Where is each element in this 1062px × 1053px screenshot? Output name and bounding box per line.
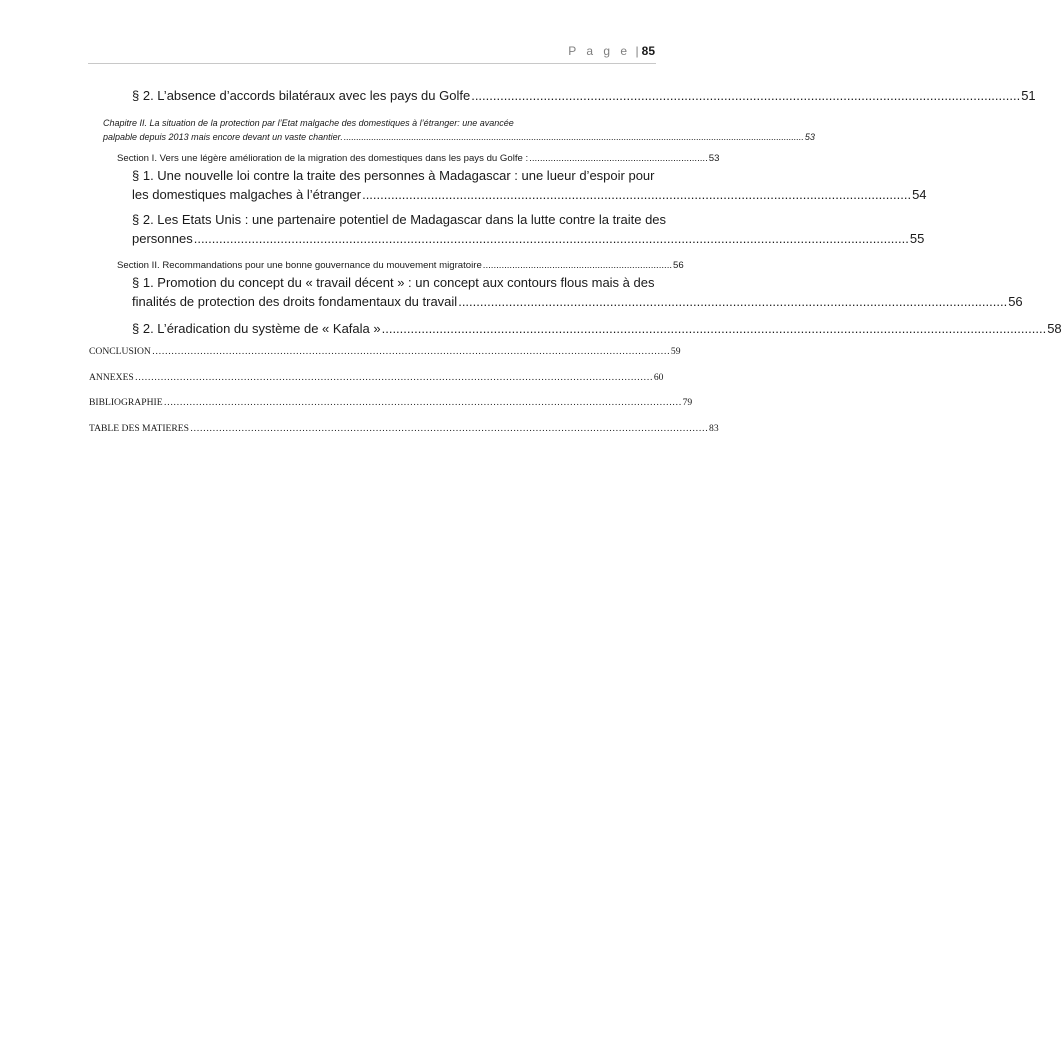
toc-entry-title-line2: les domestiques malgaches à l’étranger — [132, 187, 362, 202]
page-label: P a g e — [568, 44, 631, 58]
dot-leader: ....................................................................... — [482, 260, 673, 271]
toc-entry-title: § 2. L’éradication du système de « Kafala » — [132, 321, 381, 336]
toc-entry-travail-decent[interactable] — [132, 275, 1023, 309]
toc-entry-title-line1: Chapitre II. La situation de la protection par l’Etat malgache des domestiques à l’étranger: une avancée — [103, 118, 514, 128]
dot-leader: ........................................................................................................................................................ — [458, 294, 1008, 309]
dot-leader: ...................................................................................................................................................................................................... — [193, 231, 909, 246]
toc-entry-bibliographie[interactable] — [89, 397, 693, 408]
header-rule — [88, 63, 656, 64]
toc-entry-title: § 2. L’absence d’accords bilatéraux avec les pays du Golfe — [132, 88, 471, 103]
toc-entry-title-line2: personnes — [132, 231, 193, 246]
dot-leader: ........................................................................................................................................................ — [471, 88, 1021, 103]
toc-entry-page: 58 — [1047, 321, 1062, 336]
toc-entry-title-line2: finalités de protection des droits fondamentaux du travail — [132, 294, 458, 309]
dot-leader: ................................................................... — [529, 153, 708, 164]
dot-leader: ……………………………………………………………………………………………………………………………………………… — [163, 397, 682, 408]
toc-entry-page: 53 — [708, 153, 720, 164]
toc-entry-section-1[interactable] — [117, 153, 720, 164]
toc-entry-page: 83 — [709, 423, 719, 434]
toc-entry-page: 53 — [804, 132, 815, 142]
toc-entry-title-line1: § 1. Promotion du concept du « travail décent » : un concept aux contours flous mais à des — [132, 275, 655, 290]
header-separator: | — [635, 44, 639, 58]
toc-entry-page: 59 — [670, 346, 681, 357]
dot-leader: ……………………………………………………………………………………………………………………………………………… — [134, 372, 653, 383]
page-header — [568, 44, 655, 58]
toc-entry-etats-unis[interactable] — [132, 212, 925, 246]
toc-entry-absence-accords[interactable] — [132, 88, 1036, 103]
dot-leader: ........................................................................................................................................................ — [362, 187, 912, 202]
toc-entry-page: 55 — [909, 231, 925, 246]
toc-entry-page: 60 — [653, 372, 664, 383]
toc-entry-title: Section II. Recommandations pour une bonne gouvernance du mouvement migratoire — [117, 260, 482, 271]
toc-entry-title: BIBLIOGRAPHIE — [89, 397, 163, 408]
toc-entry-section-2[interactable] — [117, 260, 684, 271]
toc-entry-line2 — [103, 132, 815, 142]
toc-entry-title-line2: palpable depuis 2013 mais encore devant un vaste chantier. — [103, 132, 343, 142]
toc-entry-nouvelle-loi[interactable] — [132, 168, 927, 202]
toc-entry-title: ANNEXES — [89, 372, 134, 383]
page-number: 85 — [641, 44, 655, 58]
dot-leader: ……………………………………………………………………………………………………………………………………………… — [151, 346, 670, 357]
toc-entry-line2 — [132, 187, 927, 202]
dot-leader: ……………………………………………………………………………………………………………………………………………… — [189, 423, 709, 434]
toc-entry-title: CONCLUSION — [89, 346, 151, 357]
toc-entry-title: Section I. Vers une légère amélioration de la migration des domestiques dans les pays du Golfe : — [117, 153, 529, 164]
toc-entry-kafala[interactable] — [132, 321, 1062, 336]
toc-entry-title: TABLE DES MATIERES — [89, 423, 189, 434]
toc-entry-annexes[interactable] — [89, 372, 664, 383]
dot-leader: ........................................................................................................................................................................................ — [381, 321, 1047, 336]
toc-entry-page: 51 — [1021, 88, 1036, 103]
toc-entry-table-des-matieres[interactable] — [89, 423, 719, 434]
toc-entry-chapitre-2[interactable] — [103, 118, 815, 142]
toc-entry-page: 56 — [673, 260, 684, 271]
toc-entry-line2 — [132, 294, 1023, 309]
toc-entry-page: 79 — [682, 397, 693, 408]
toc-entry-page: 56 — [1008, 294, 1023, 309]
toc-entry-conclusion[interactable] — [89, 346, 681, 357]
toc-entry-title-line1: § 1. Une nouvelle loi contre la traite des personnes à Madagascar : une lueur d’espoir pour — [132, 168, 655, 183]
toc-entry-line2 — [132, 231, 925, 246]
toc-entry-page: 54 — [912, 187, 927, 202]
toc-entry-title-line1: § 2. Les Etats Unis : une partenaire potentiel de Madagascar dans la lutte contre la traite des — [132, 212, 667, 227]
dot-leader: ........................................................................................................................................................................................ — [343, 132, 804, 142]
